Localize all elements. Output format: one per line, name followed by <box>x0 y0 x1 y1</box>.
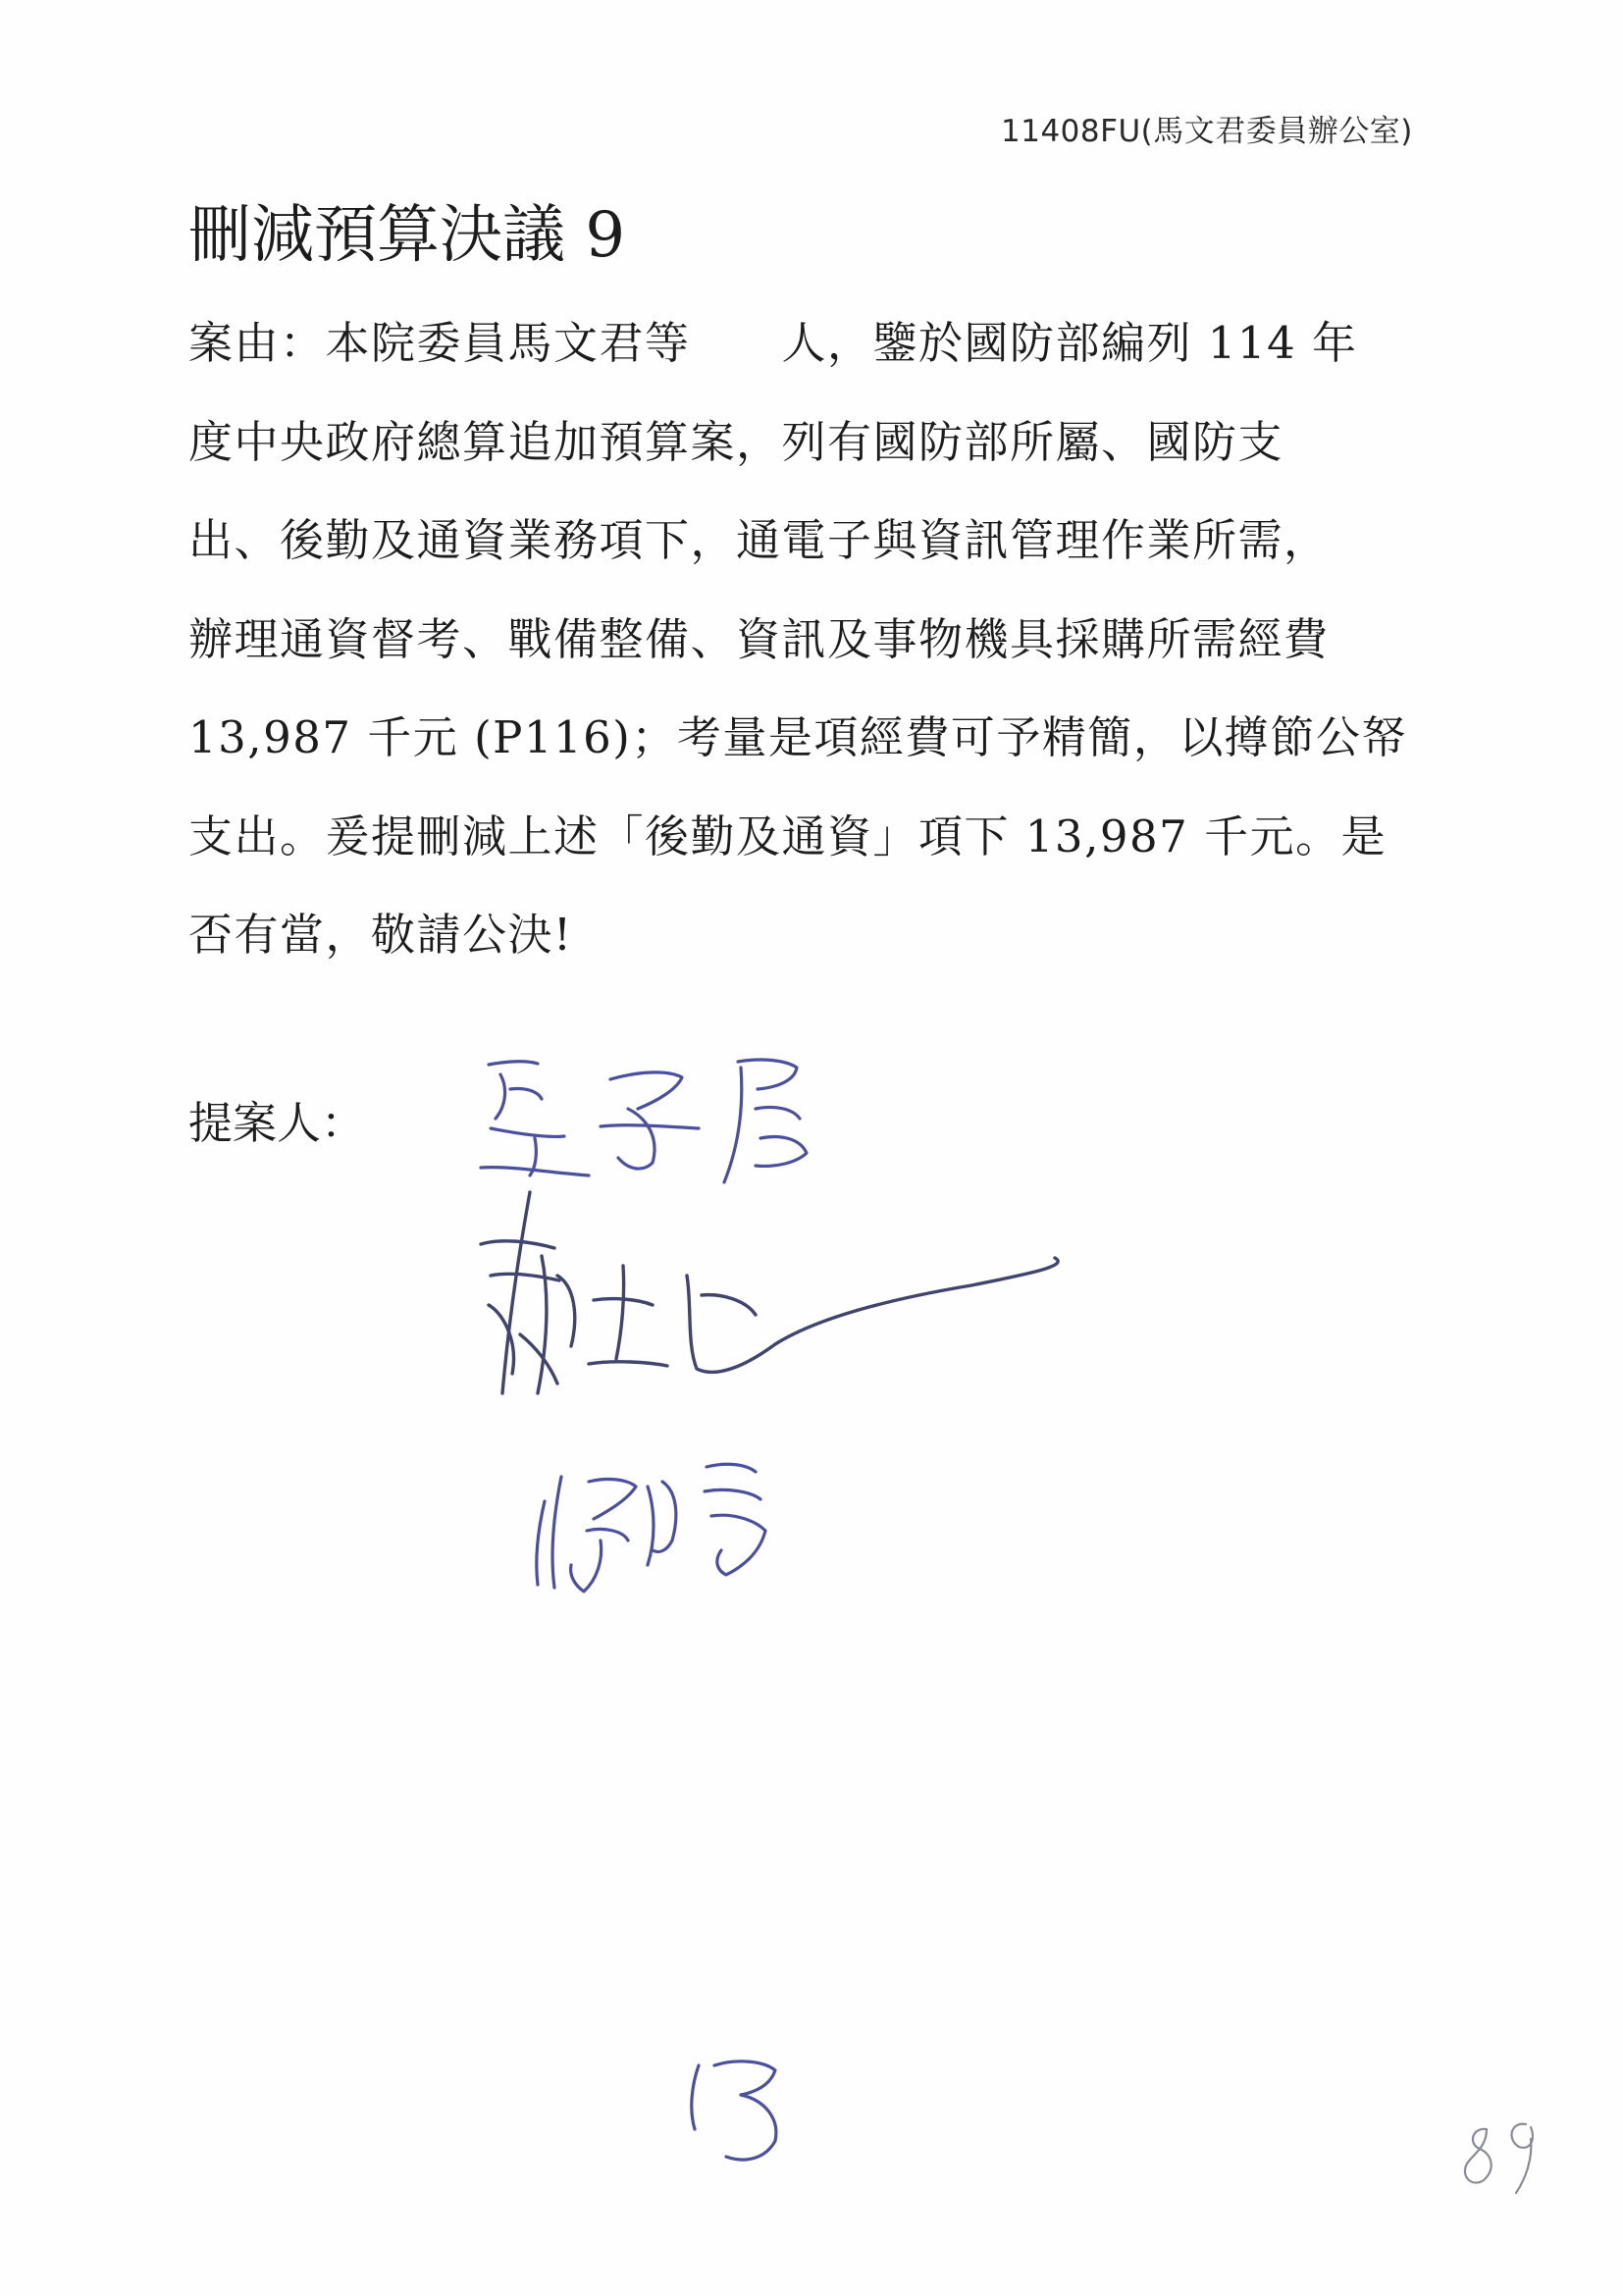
handwritten-signature-3 <box>537 1464 765 1592</box>
body-line: 案由：本院委員馬文君等 人，鑒於國防部編列 114 年 <box>188 317 1358 369</box>
document-title: 刪減預算決議 9 <box>188 199 626 272</box>
body-line: 辦理通資督考、戰備整備、資訊及事物機具採購所需經費 <box>188 612 1330 665</box>
body-line: 出、後勤及通資業務項下，通電子與資訊管理作業所需， <box>188 514 1330 566</box>
body-line: 度中央政府總算追加預算案，列有國防部所屬、國防支 <box>188 415 1284 468</box>
document-body <box>188 294 1435 985</box>
body-line: 13,987 千元 (P116)；考量是項經費可予精簡，以撙節公帑 <box>188 711 1407 763</box>
handwritten-signature-1 <box>481 1060 807 1182</box>
proposer-label: 提案人： <box>188 1097 366 1149</box>
page-mark-handwritten <box>692 2061 776 2160</box>
page-number-pencil <box>1465 2124 1533 2193</box>
body-line: 否有當，敬請公決! <box>188 909 573 961</box>
handwritten-signature-2 <box>481 1192 1058 1393</box>
office-header: 11408FU(馬文君委員辦公室) <box>1001 114 1413 149</box>
body-line: 支出。爰提刪減上述「後勤及通資」項下 13,987 千元。是 <box>188 809 1387 862</box>
